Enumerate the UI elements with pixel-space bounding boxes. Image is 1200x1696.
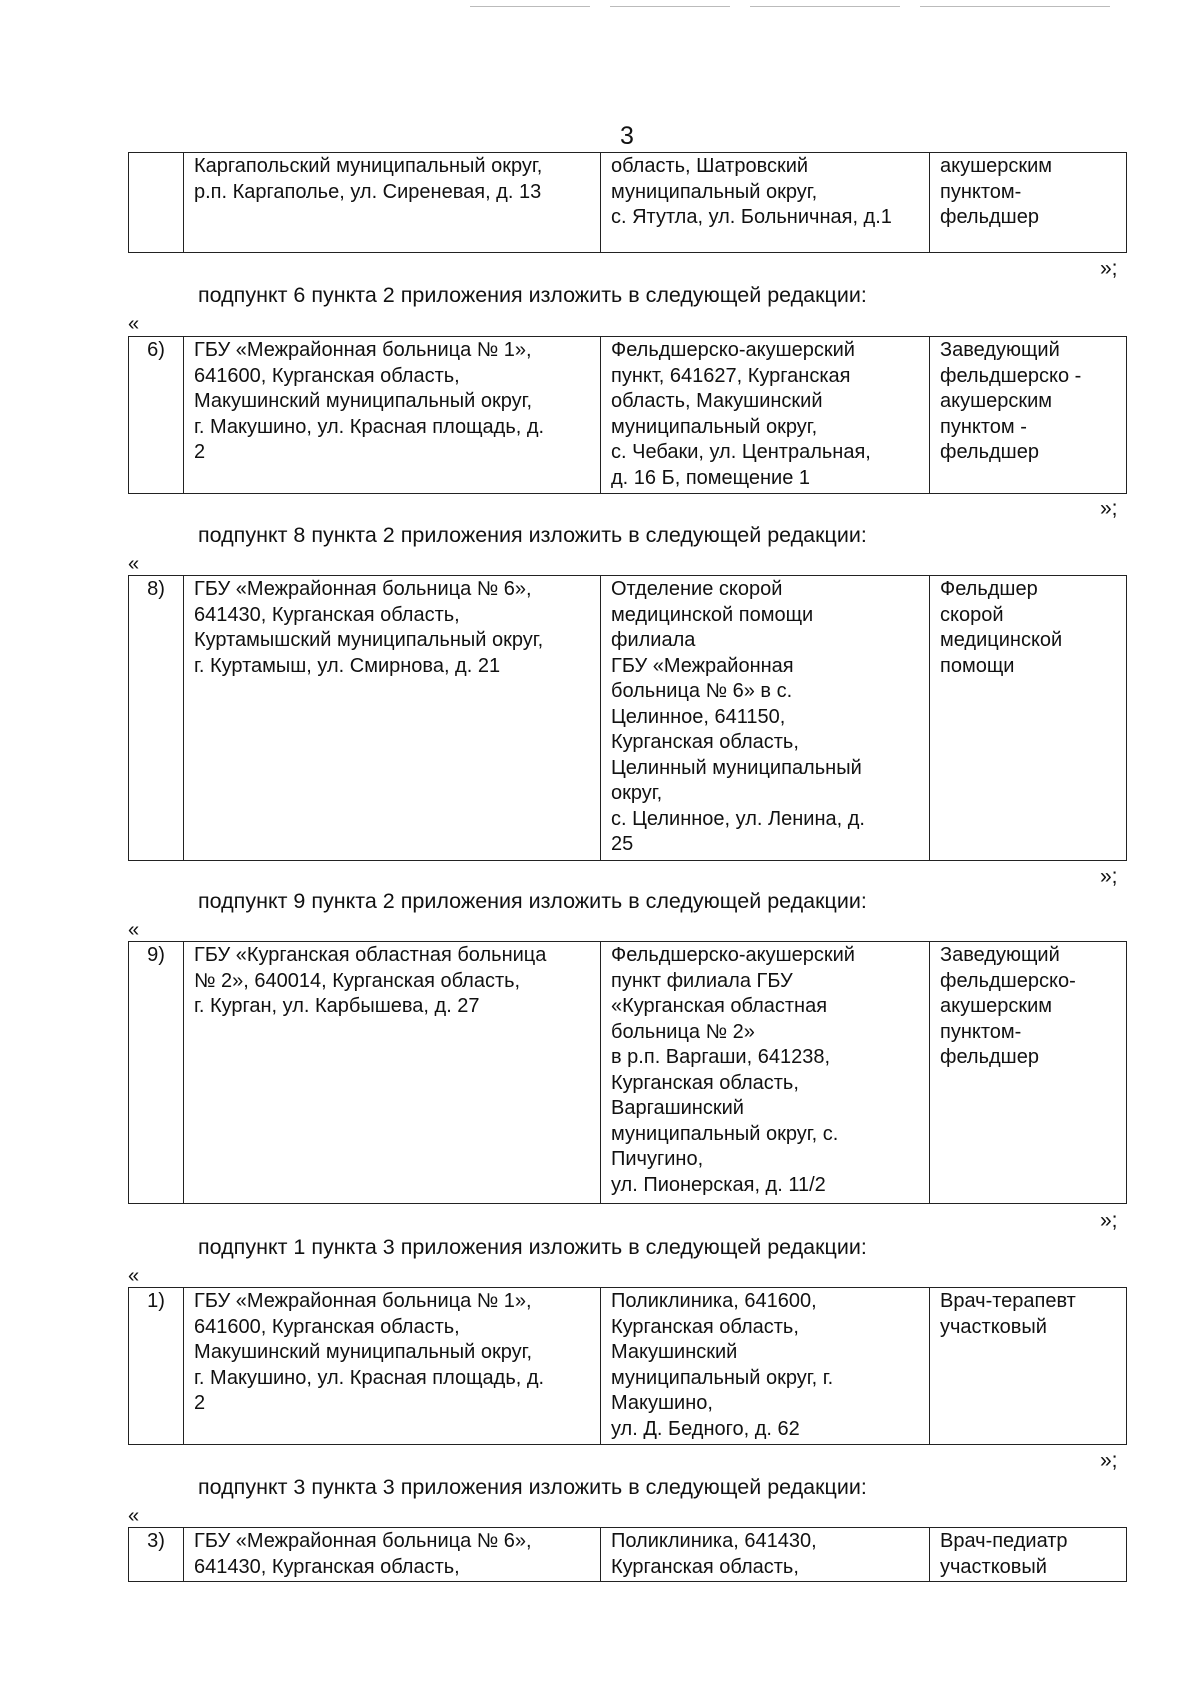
position-cell: Заведующий фельдшерско- акушерским пунктом- фельдшер	[930, 942, 1127, 1204]
institution-cell: ГБУ «Межрайонная больница № 1», 641600, Курганская область, Макушинский муниципальный округ, г. Макушино, ул. Красная площадь, д. 2	[184, 337, 601, 494]
amendment-table	[128, 1287, 1127, 1445]
amendment-table	[128, 1527, 1127, 1582]
position-cell: Заведующий фельдшерско - акушерским пунктом - фельдшер	[930, 337, 1127, 494]
row-number: 3)	[129, 1528, 184, 1582]
amendment-table	[128, 941, 1127, 1204]
unit-cell: Фельдшерско-акушерский пункт филиала ГБУ «Курганская областная больница № 2» в р.п. Варгаши, 641238, Курганская область, Варгашинский муниципальный округ, с. Пичугино, ул. Пионерская, д. 11/2	[601, 942, 930, 1204]
amendment-table	[128, 336, 1127, 494]
institution-cell: ГБУ «Курганская областная больница № 2», 640014, Курганская область, г. Курган, ул. Карбышева, д. 27	[184, 942, 601, 1204]
institution-cell: Каргапольский муниципальный округ, р.п. Каргаполье, ул. Сиреневая, д. 13	[184, 153, 601, 253]
position-cell: Врач-терапевт участковый	[930, 1288, 1127, 1445]
row-number: 1)	[129, 1288, 184, 1445]
unit-cell: Отделение скорой медицинской помощи филиала ГБУ «Межрайонная больница № 6» в с. Целинное, 641150, Курганская область, Целинный муниципальный округ, с. Целинное, ул. Ленина, д. 25	[601, 576, 930, 861]
opening-quote: «	[128, 1505, 140, 1527]
scan-artifact	[610, 6, 730, 7]
unit-cell: область, Шатровский муниципальный округ, с. Ятутла, ул. Больничная, д.1	[601, 153, 930, 253]
closing-quote: »;	[1100, 497, 1118, 520]
scan-artifact	[750, 6, 900, 7]
page-number: 3	[620, 122, 634, 150]
position-cell: Врач-педиатр участковый	[930, 1528, 1127, 1582]
row-number: 9)	[129, 942, 184, 1204]
institution-cell: ГБУ «Межрайонная больница № 6», 641430, Курганская область,	[184, 1528, 601, 1582]
table-row	[129, 1528, 1127, 1582]
row-number: 6)	[129, 337, 184, 494]
closing-quote: »;	[1100, 257, 1118, 280]
table-row	[129, 576, 1127, 861]
opening-quote: «	[128, 919, 140, 941]
table-continuation	[128, 152, 1127, 253]
amendment-intro: подпункт 6 пункта 2 приложения изложить в следующей редакции:	[198, 283, 867, 307]
institution-cell: ГБУ «Межрайонная больница № 1», 641600, Курганская область, Макушинский муниципальный округ, г. Макушино, ул. Красная площадь, д. 2	[184, 1288, 601, 1445]
unit-cell: Поликлиника, 641600, Курганская область, Макушинский муниципальный округ, г. Макушино, ул. Д. Бедного, д. 62	[601, 1288, 930, 1445]
amendment-intro: подпункт 3 пункта 3 приложения изложить в следующей редакции:	[198, 1475, 867, 1499]
opening-quote: «	[128, 313, 140, 335]
amendment-intro: подпункт 1 пункта 3 приложения изложить в следующей редакции:	[198, 1235, 867, 1259]
opening-quote: «	[128, 1265, 140, 1287]
unit-cell: Фельдшерско-акушерский пункт, 641627, Курганская область, Макушинский муниципальный округ, с. Чебаки, ул. Центральная, д. 16 Б, помещение 1	[601, 337, 930, 494]
amendment-intro: подпункт 8 пункта 2 приложения изложить в следующей редакции:	[198, 523, 867, 547]
opening-quote: «	[128, 553, 140, 575]
position-cell: акушерским пунктом- фельдшер	[930, 153, 1127, 253]
closing-quote: »;	[1100, 1209, 1118, 1232]
scan-artifact	[920, 6, 1110, 7]
table-row	[129, 942, 1127, 1204]
amendment-intro: подпункт 9 пункта 2 приложения изложить в следующей редакции:	[198, 889, 867, 913]
institution-cell: ГБУ «Межрайонная больница № 6», 641430, Курганская область, Куртамышский муниципальный округ, г. Куртамыш, ул. Смирнова, д. 21	[184, 576, 601, 861]
table-row	[129, 1288, 1127, 1445]
unit-cell: Поликлиника, 641430, Курганская область,	[601, 1528, 930, 1582]
closing-quote: »;	[1100, 865, 1118, 888]
position-cell: Фельдшер скорой медицинской помощи	[930, 576, 1127, 861]
table-row	[129, 153, 1127, 253]
table-row	[129, 337, 1127, 494]
scan-artifact	[470, 6, 590, 7]
amendment-table	[128, 575, 1127, 861]
row-number	[129, 153, 184, 253]
row-number: 8)	[129, 576, 184, 861]
closing-quote: »;	[1100, 1449, 1118, 1472]
